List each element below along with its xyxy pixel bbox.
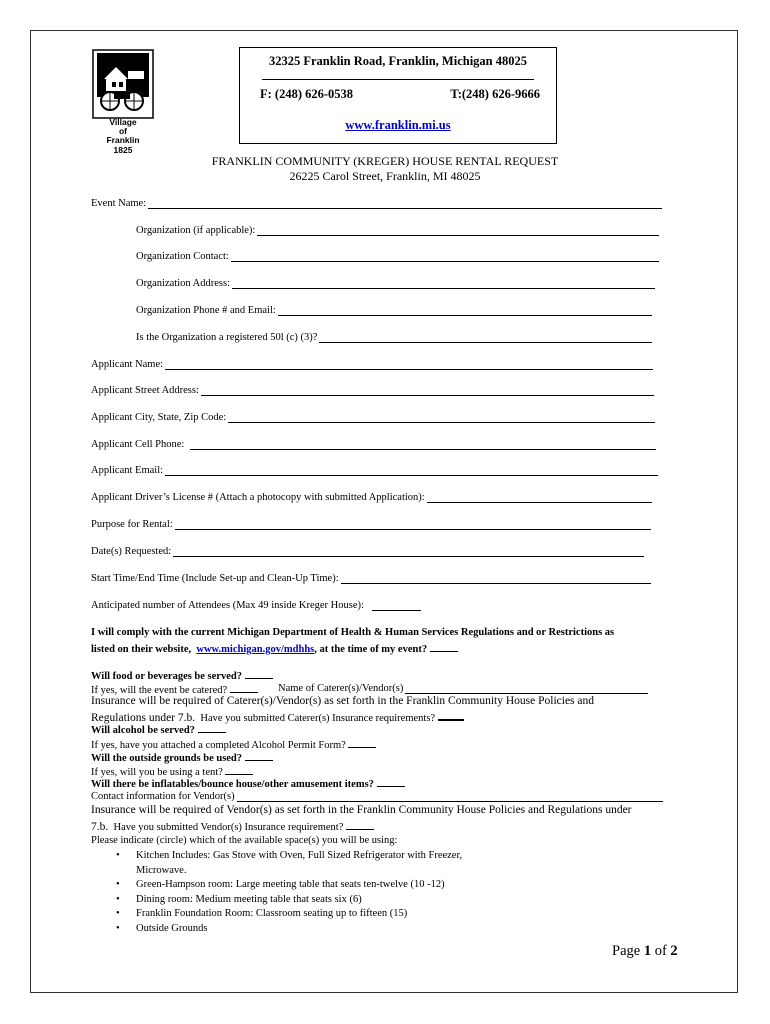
food-question-label: Will food or beverages be served? bbox=[91, 671, 242, 682]
attendees-field[interactable] bbox=[91, 600, 421, 611]
vendor-insurance-line-1: Insurance will be required of Vendor(s) as set forth in the Franklin Community House Policies and Regulations under bbox=[91, 804, 632, 816]
mdhhs-link[interactable]: www.michigan.gov/mdhhs bbox=[196, 644, 315, 655]
alcohol-permit-label: If yes, have you attached a completed Alcohol Permit Form? bbox=[91, 740, 346, 751]
space-label: Microwave. bbox=[136, 864, 187, 876]
blank-line[interactable] bbox=[165, 360, 653, 370]
logo-line-1: Village bbox=[109, 117, 137, 127]
of-word: of bbox=[654, 943, 667, 959]
org-phone-email-field[interactable] bbox=[136, 305, 652, 316]
bullet-icon: • bbox=[116, 879, 120, 890]
applicant-name-field[interactable] bbox=[91, 359, 653, 370]
compliance-line-1: I will comply with the current Michigan Department of Health & Human Services Regulations and or Restrictions as bbox=[91, 627, 615, 638]
grounds-question-label: Will the outside grounds be used? bbox=[91, 753, 243, 764]
applicant-street-field[interactable] bbox=[91, 385, 654, 396]
blank-line[interactable] bbox=[175, 520, 651, 530]
logo-line-4: 1825 bbox=[113, 145, 133, 155]
village-logo bbox=[92, 49, 154, 159]
blank-line[interactable] bbox=[341, 574, 651, 584]
field-label: Date(s) Requested: bbox=[91, 546, 172, 557]
spaces-intro: Please indicate (circle) which of the available space(s) you will be using: bbox=[91, 835, 398, 846]
blank-line[interactable] bbox=[190, 440, 656, 450]
form-title: FRANKLIN COMMUNITY (KREGER) HOUSE RENTAL REQUEST bbox=[211, 154, 559, 168]
field-label: Organization Contact: bbox=[136, 251, 229, 262]
page-number bbox=[612, 943, 678, 960]
office-address: 32325 Franklin Road, Franklin, Michigan 48025 bbox=[268, 54, 528, 68]
field-label: Applicant Driver’s License # (Attach a photocopy with submitted Application): bbox=[91, 492, 425, 503]
contact-divider bbox=[262, 79, 534, 80]
field-label: Event Name: bbox=[91, 198, 147, 209]
space-label: Franklin Foundation Room: Classroom seating up to fifteen (15) bbox=[136, 908, 408, 919]
field-label: Purpose for Rental: bbox=[91, 519, 173, 530]
blank-line[interactable] bbox=[232, 279, 655, 289]
inflatables-answer-blank[interactable] bbox=[377, 777, 405, 787]
blank-line[interactable] bbox=[148, 199, 662, 209]
tent-question-label: If yes, will you be using a tent? bbox=[91, 767, 223, 778]
field-label: Applicant Name: bbox=[91, 359, 164, 370]
space-label: Green-Hampson room: Large meeting table that seats ten-twelve (10 -12) bbox=[136, 879, 445, 890]
blank-line[interactable] bbox=[231, 252, 659, 262]
space-label: Outside Grounds bbox=[136, 922, 208, 934]
dates-requested-field[interactable] bbox=[91, 546, 644, 557]
field-label: Anticipated number of Attendees (Max 49 inside Kreger House): bbox=[91, 600, 364, 611]
applicant-city-field[interactable] bbox=[91, 412, 655, 423]
telephone-number: T:(248) 626-9666 bbox=[450, 87, 540, 101]
blank-line[interactable] bbox=[319, 333, 652, 343]
alcohol-permit-question bbox=[91, 738, 376, 751]
caterer-insurance-line-2 bbox=[91, 710, 464, 724]
field-label: Start Time/End Time (Include Set-up and Clean-Up Time): bbox=[91, 573, 339, 584]
applicant-license-field[interactable] bbox=[91, 492, 652, 503]
bullet-icon: • bbox=[116, 850, 120, 861]
alcohol-permit-blank[interactable] bbox=[348, 738, 376, 748]
blank-line[interactable] bbox=[257, 226, 659, 236]
website-link[interactable]: www.franklin.mi.us bbox=[345, 118, 451, 132]
compliance-line-2 bbox=[91, 642, 458, 655]
blank-line[interactable] bbox=[405, 684, 648, 694]
field-label: Applicant City, State, Zip Code: bbox=[91, 412, 227, 423]
food-answer-blank[interactable] bbox=[245, 669, 273, 679]
alcohol-question-label: Will alcohol be served? bbox=[91, 725, 195, 736]
purpose-field[interactable] bbox=[91, 519, 651, 530]
space-outside-grounds[interactable] bbox=[116, 922, 462, 937]
org-501c3-field[interactable] bbox=[136, 332, 652, 343]
space-label: Dining room: Medium meeting table that seats six (6) bbox=[136, 893, 362, 905]
vendor-insurance-blank[interactable] bbox=[346, 820, 374, 830]
blank-line[interactable] bbox=[228, 413, 655, 423]
blank-line[interactable] bbox=[372, 601, 421, 611]
space-green-hampson[interactable] bbox=[116, 878, 462, 893]
village-seal-icon bbox=[92, 49, 154, 119]
bullet-icon: • bbox=[116, 908, 120, 919]
logo-line-3: Franklin bbox=[106, 135, 140, 145]
spaces-list bbox=[116, 849, 463, 936]
food-question bbox=[91, 669, 273, 682]
caterer-name-field[interactable] bbox=[278, 683, 648, 694]
space-label: Kitchen Includes: Gas Stove with Oven, Full Sized Refrigerator with Freezer, bbox=[136, 850, 463, 861]
org-contact-field[interactable] bbox=[136, 251, 659, 262]
fax-number: F: (248) 626-0538 bbox=[260, 87, 354, 101]
caterer-insurance-blank[interactable] bbox=[438, 710, 464, 721]
alcohol-question bbox=[91, 723, 226, 736]
blank-line[interactable] bbox=[173, 547, 644, 557]
start-end-time-field[interactable] bbox=[91, 573, 651, 584]
vendor-insurance-ref: 7.b. bbox=[91, 821, 109, 833]
blank-line[interactable] bbox=[201, 386, 654, 396]
field-label: Contact information for Vendor(s) bbox=[91, 791, 235, 802]
bullet-icon: • bbox=[116, 922, 120, 934]
applicant-cell-field[interactable] bbox=[91, 439, 656, 450]
contact-box bbox=[239, 47, 557, 144]
logo-line-2: of bbox=[118, 126, 128, 136]
field-label: Organization (if applicable): bbox=[136, 225, 256, 236]
vendor-insurance-question: Have you submitted Vendor(s) Insurance requirement? bbox=[113, 822, 344, 833]
caterer-insurance-question: Have you submitted Caterer(s) Insurance requirements? bbox=[200, 713, 436, 724]
space-dining-room[interactable] bbox=[116, 893, 462, 908]
inflatables-question bbox=[91, 777, 405, 790]
page-total: 2 bbox=[670, 943, 678, 959]
blank-line[interactable] bbox=[237, 792, 663, 802]
grounds-answer-blank[interactable] bbox=[245, 751, 273, 761]
field-label: Name of Caterer(s)/Vendor(s) bbox=[278, 683, 404, 694]
vendor-contact-field[interactable] bbox=[91, 791, 663, 802]
page-word: Page bbox=[612, 943, 641, 959]
tent-answer-blank[interactable] bbox=[225, 765, 253, 775]
space-kitchen-continued bbox=[136, 864, 462, 879]
field-label: Organization Address: bbox=[136, 278, 230, 289]
field-label: Applicant Street Address: bbox=[91, 385, 199, 396]
field-label: Applicant Email: bbox=[91, 465, 164, 476]
alcohol-answer-blank[interactable] bbox=[198, 723, 226, 733]
caterer-insurance-line-1: Insurance will be required of Caterer(s)/Vendor(s) as set forth in the Franklin Community House Policies and bbox=[91, 695, 595, 707]
vendor-insurance-line-2 bbox=[91, 820, 374, 833]
compliance-suffix: , at the time of my event? bbox=[314, 644, 428, 655]
applicant-email-field[interactable] bbox=[91, 465, 658, 476]
catered-answer-blank[interactable] bbox=[230, 683, 258, 693]
event-name-field[interactable] bbox=[91, 198, 662, 209]
space-kitchen[interactable] bbox=[116, 849, 463, 864]
catered-question-label: If yes, will the event be catered? bbox=[91, 685, 228, 696]
blank-line[interactable] bbox=[165, 466, 658, 476]
blank-line[interactable] bbox=[278, 306, 652, 316]
field-label: Is the Organization a registered 50l (c) (3)? bbox=[136, 332, 318, 343]
field-label: Applicant Cell Phone: bbox=[91, 439, 185, 450]
grounds-question bbox=[91, 751, 273, 764]
space-foundation-room[interactable] bbox=[116, 907, 462, 922]
caterer-insurance-ref: Regulations under 7.b. bbox=[91, 712, 196, 724]
org-address-field[interactable] bbox=[136, 278, 655, 289]
inflatables-question-label: Will there be inflatables/bounce house/other amusement items? bbox=[91, 779, 374, 790]
compliance-answer-blank[interactable] bbox=[430, 642, 458, 652]
blank-line[interactable] bbox=[427, 493, 652, 503]
compliance-prefix: listed on their website, bbox=[91, 644, 192, 655]
form-address: 26225 Carol Street, Franklin, MI 48025 bbox=[289, 169, 481, 183]
field-label: Organization Phone # and Email: bbox=[136, 305, 276, 316]
org-name-field[interactable] bbox=[136, 225, 659, 236]
page-current: 1 bbox=[643, 943, 652, 959]
bullet-icon: • bbox=[116, 893, 120, 905]
